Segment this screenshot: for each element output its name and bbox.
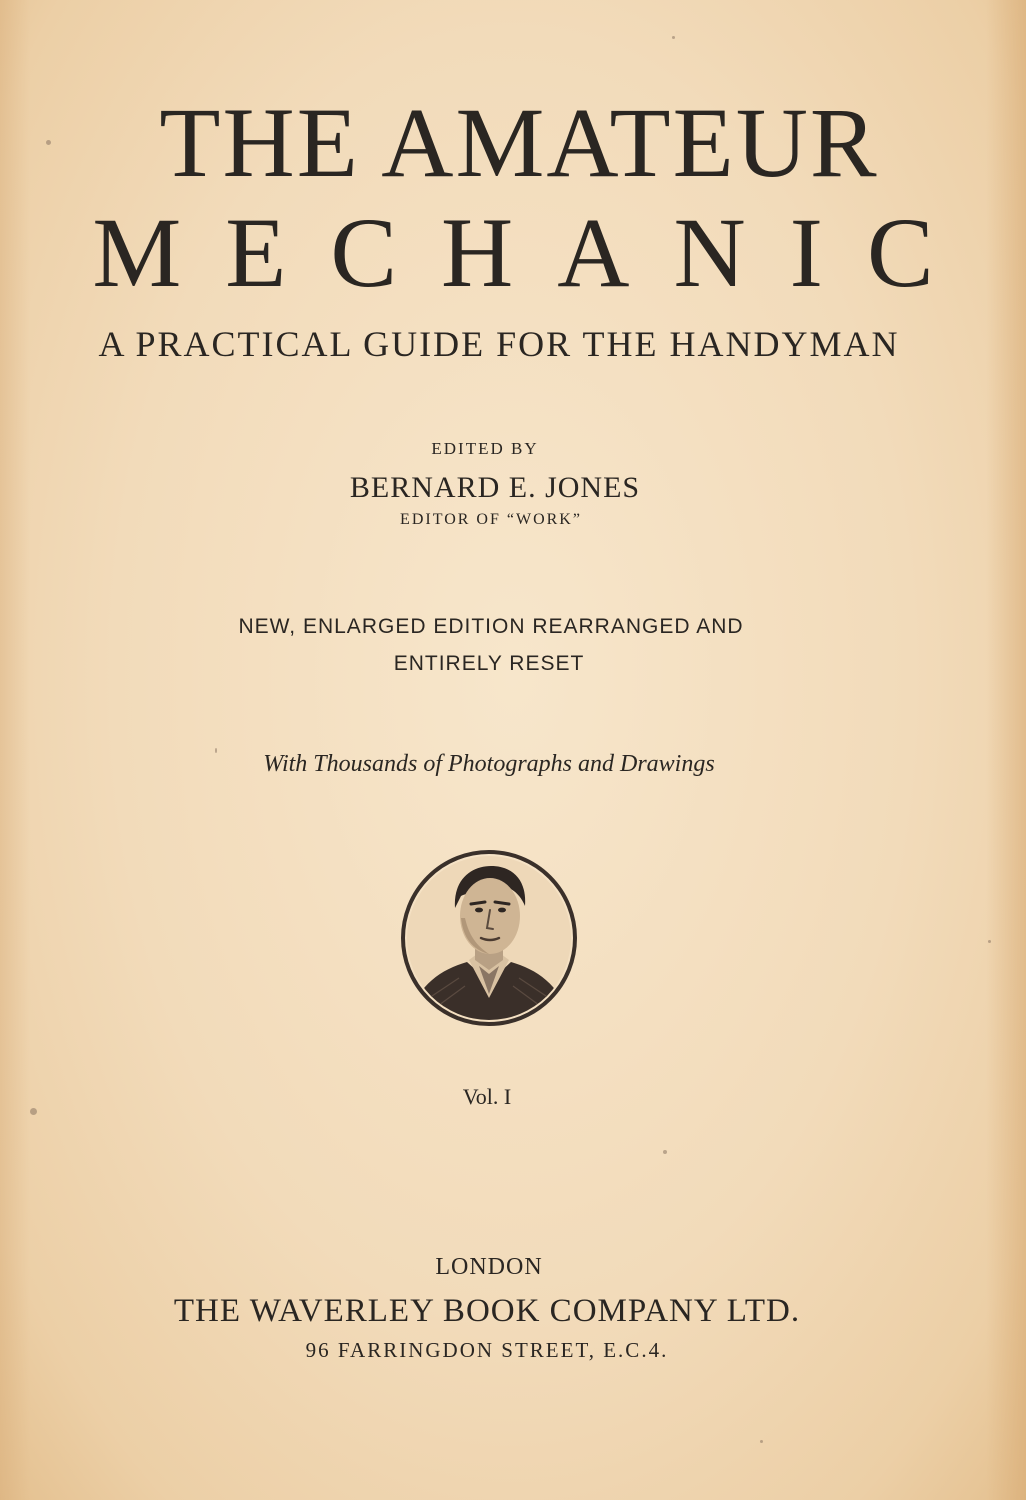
edition-note-line-2: ENTIRELY RESET xyxy=(393,652,585,675)
editor-name: BERNARD E. JONES xyxy=(349,471,641,504)
edition-note-line-1: NEW, ENLARGED EDITION REARRANGED AND xyxy=(238,615,744,638)
tagline: With Thousands of Photographs and Drawings xyxy=(263,751,715,777)
portrait-medallion-icon xyxy=(399,848,579,1028)
imprint-address: 96 FARRINGDON STREET, E.C.4. xyxy=(305,1338,669,1362)
editor-role: EDITOR OF “WORK” xyxy=(400,511,582,528)
edited-by-label: EDITED BY xyxy=(431,439,539,458)
volume-number: Vol. I xyxy=(462,1084,512,1109)
imprint-city: LONDON xyxy=(435,1254,543,1280)
imprint-publisher: THE WAVERLEY BOOK COMPANY LTD. xyxy=(173,1293,801,1329)
paper-speck xyxy=(672,36,675,39)
paper-speck xyxy=(760,1440,763,1443)
book-title-line-1: THE AMATEUR xyxy=(159,87,879,198)
book-subtitle: A PRACTICAL GUIDE FOR THE HANDYMAN xyxy=(98,324,900,364)
book-title-line-2: MECHANIC xyxy=(92,197,978,308)
paper-speck xyxy=(988,940,991,943)
paper-speck xyxy=(663,1150,667,1154)
